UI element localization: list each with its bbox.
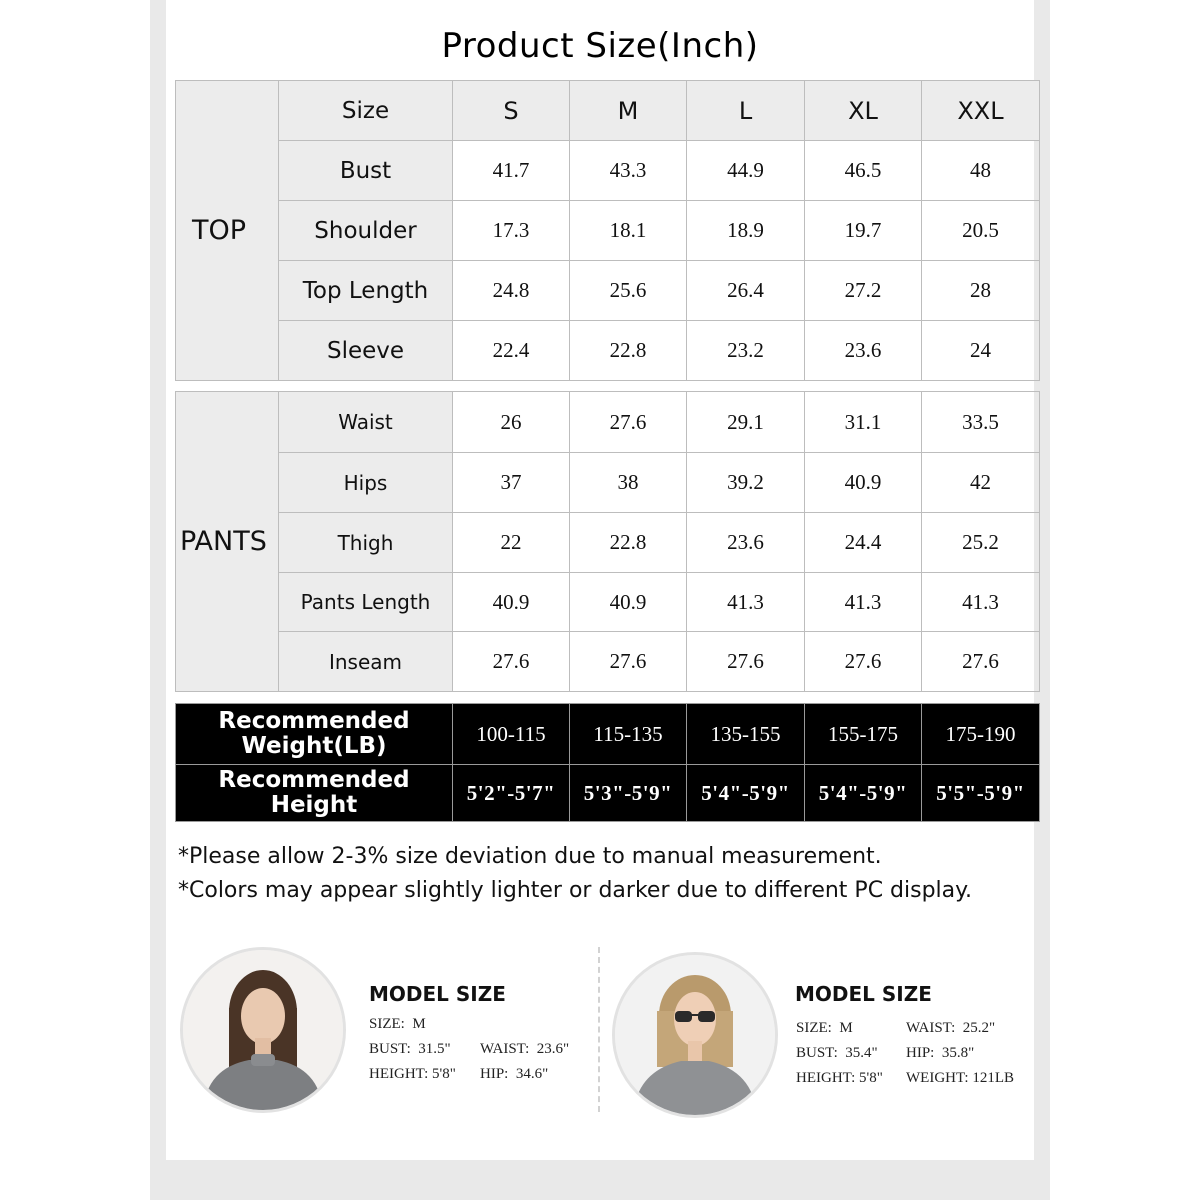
cell-value: 27.6 — [453, 632, 570, 692]
page-title: Product Size(Inch) — [441, 26, 759, 66]
cell-value: 37 — [453, 453, 570, 513]
cell-value: 44.9 — [687, 141, 805, 201]
row-label-waist: Waist — [279, 392, 453, 453]
top-size-table — [175, 80, 1040, 381]
weight-value: 135-155 — [687, 704, 805, 765]
cell-value: 43.3 — [570, 141, 687, 201]
cell-value: 39.2 — [687, 453, 805, 513]
cell-value: 41.7 — [453, 141, 570, 201]
table-row — [176, 573, 1040, 632]
model-1-height: HEIGHT: 5'8" — [369, 1066, 456, 1082]
cell-value: 41.3 — [922, 573, 1040, 632]
cell-value: 27.6 — [687, 632, 805, 692]
recommended-height-label-line2: Height — [270, 792, 358, 818]
cell-value: 24.8 — [453, 261, 570, 321]
model-2-weight: WEIGHT: 121LB — [906, 1070, 1014, 1086]
model-portrait-icon — [615, 955, 775, 1115]
cell-value: 17.3 — [453, 201, 570, 261]
cell-value: 18.1 — [570, 201, 687, 261]
cell-value: 25.2 — [922, 513, 1040, 573]
cell-value: 18.9 — [687, 201, 805, 261]
size-header-xxl: XXL — [922, 81, 1040, 141]
cell-value: 29.1 — [687, 392, 805, 453]
recommended-weight-label-line1: Recommended — [218, 708, 410, 734]
pants-size-table — [175, 391, 1040, 692]
recommended-weight-label — [176, 704, 453, 765]
recommended-weight-label-line2: Weight(LB) — [241, 733, 387, 759]
note-deviation: *Please allow 2-3% size deviation due to manual measurement. — [178, 844, 882, 869]
weight-value: 100-115 — [453, 704, 570, 765]
cell-value: 27.2 — [805, 261, 922, 321]
cell-value: 38 — [570, 453, 687, 513]
cell-value: 40.9 — [453, 573, 570, 632]
cell-value: 27.6 — [922, 632, 1040, 692]
cell-value: 48 — [922, 141, 1040, 201]
recommended-table — [175, 703, 1040, 822]
model-1-waist: WAIST: 23.6" — [480, 1041, 570, 1057]
cell-value: 41.3 — [805, 573, 922, 632]
cell-value: 40.9 — [570, 573, 687, 632]
size-header-label: Size — [279, 81, 453, 141]
cell-value: 27.6 — [570, 392, 687, 453]
model-size-title-1: MODEL SIZE — [369, 982, 506, 1006]
cell-value: 23.6 — [687, 513, 805, 573]
height-value: 5'4"-5'9" — [805, 765, 922, 822]
cell-value: 42 — [922, 453, 1040, 513]
model-2-size: SIZE: M — [796, 1020, 853, 1036]
table-row — [176, 321, 1040, 381]
table-row — [176, 513, 1040, 573]
table-row — [176, 453, 1040, 513]
table-row — [176, 392, 1040, 453]
height-value: 5'5"-5'9" — [922, 765, 1040, 822]
cell-value: 22.8 — [570, 321, 687, 381]
model-divider — [598, 947, 600, 1112]
cell-value: 22.4 — [453, 321, 570, 381]
row-label-hips: Hips — [279, 453, 453, 513]
row-label-bust: Bust — [279, 141, 453, 201]
row-label-thigh: Thigh — [279, 513, 453, 573]
row-label-pants-length: Pants Length — [279, 573, 453, 632]
cell-value: 22 — [453, 513, 570, 573]
height-value: 5'3"-5'9" — [570, 765, 687, 822]
cell-value: 23.6 — [805, 321, 922, 381]
cell-value: 40.9 — [805, 453, 922, 513]
section-label-pants: PANTS — [176, 392, 279, 692]
size-header-l: L — [687, 81, 805, 141]
row-label-top-length: Top Length — [279, 261, 453, 321]
recommended-height-label — [176, 765, 453, 822]
weight-value: 155-175 — [805, 704, 922, 765]
height-value: 5'4"-5'9" — [687, 765, 805, 822]
table-row — [176, 141, 1040, 201]
section-label-top: TOP — [176, 81, 279, 381]
model-1-hip: HIP: 34.6" — [480, 1066, 549, 1082]
model-1-size: SIZE: M — [369, 1016, 426, 1032]
size-header-xl: XL — [805, 81, 922, 141]
cell-value: 20.5 — [922, 201, 1040, 261]
model-2-hip: HIP: 35.8" — [906, 1045, 975, 1061]
model-portrait-icon — [183, 950, 343, 1110]
cell-value: 26 — [453, 392, 570, 453]
model-2-bust: BUST: 35.4" — [796, 1045, 878, 1061]
cell-value: 23.2 — [687, 321, 805, 381]
cell-value: 27.6 — [570, 632, 687, 692]
model-photo-1 — [180, 947, 346, 1113]
cell-value: 33.5 — [922, 392, 1040, 453]
cell-value: 26.4 — [687, 261, 805, 321]
cell-value: 46.5 — [805, 141, 922, 201]
table-row — [176, 261, 1040, 321]
cell-value: 27.6 — [805, 632, 922, 692]
row-label-shoulder: Shoulder — [279, 201, 453, 261]
model-2-height: HEIGHT: 5'8" — [796, 1070, 883, 1086]
model-1-bust: BUST: 31.5" — [369, 1041, 451, 1057]
table-row — [176, 765, 1040, 822]
model-size-title-2: MODEL SIZE — [795, 982, 932, 1006]
cell-value: 41.3 — [687, 573, 805, 632]
table-row — [176, 704, 1040, 765]
size-header-m: M — [570, 81, 687, 141]
row-label-sleeve: Sleeve — [279, 321, 453, 381]
model-photo-2 — [612, 952, 778, 1118]
height-value: 5'2"-5'7" — [453, 765, 570, 822]
note-colors: *Colors may appear slightly lighter or darker due to different PC display. — [178, 878, 973, 903]
cell-value: 24.4 — [805, 513, 922, 573]
cell-value: 22.8 — [570, 513, 687, 573]
recommended-height-label-line1: Recommended — [218, 767, 410, 793]
weight-value: 175-190 — [922, 704, 1040, 765]
cell-value: 19.7 — [805, 201, 922, 261]
cell-value: 28 — [922, 261, 1040, 321]
size-header-s: S — [453, 81, 570, 141]
cell-value: 31.1 — [805, 392, 922, 453]
row-label-inseam: Inseam — [279, 632, 453, 692]
cell-value: 25.6 — [570, 261, 687, 321]
table-row — [176, 201, 1040, 261]
table-row — [176, 632, 1040, 692]
cell-value: 24 — [922, 321, 1040, 381]
model-2-waist: WAIST: 25.2" — [906, 1020, 996, 1036]
weight-value: 115-135 — [570, 704, 687, 765]
